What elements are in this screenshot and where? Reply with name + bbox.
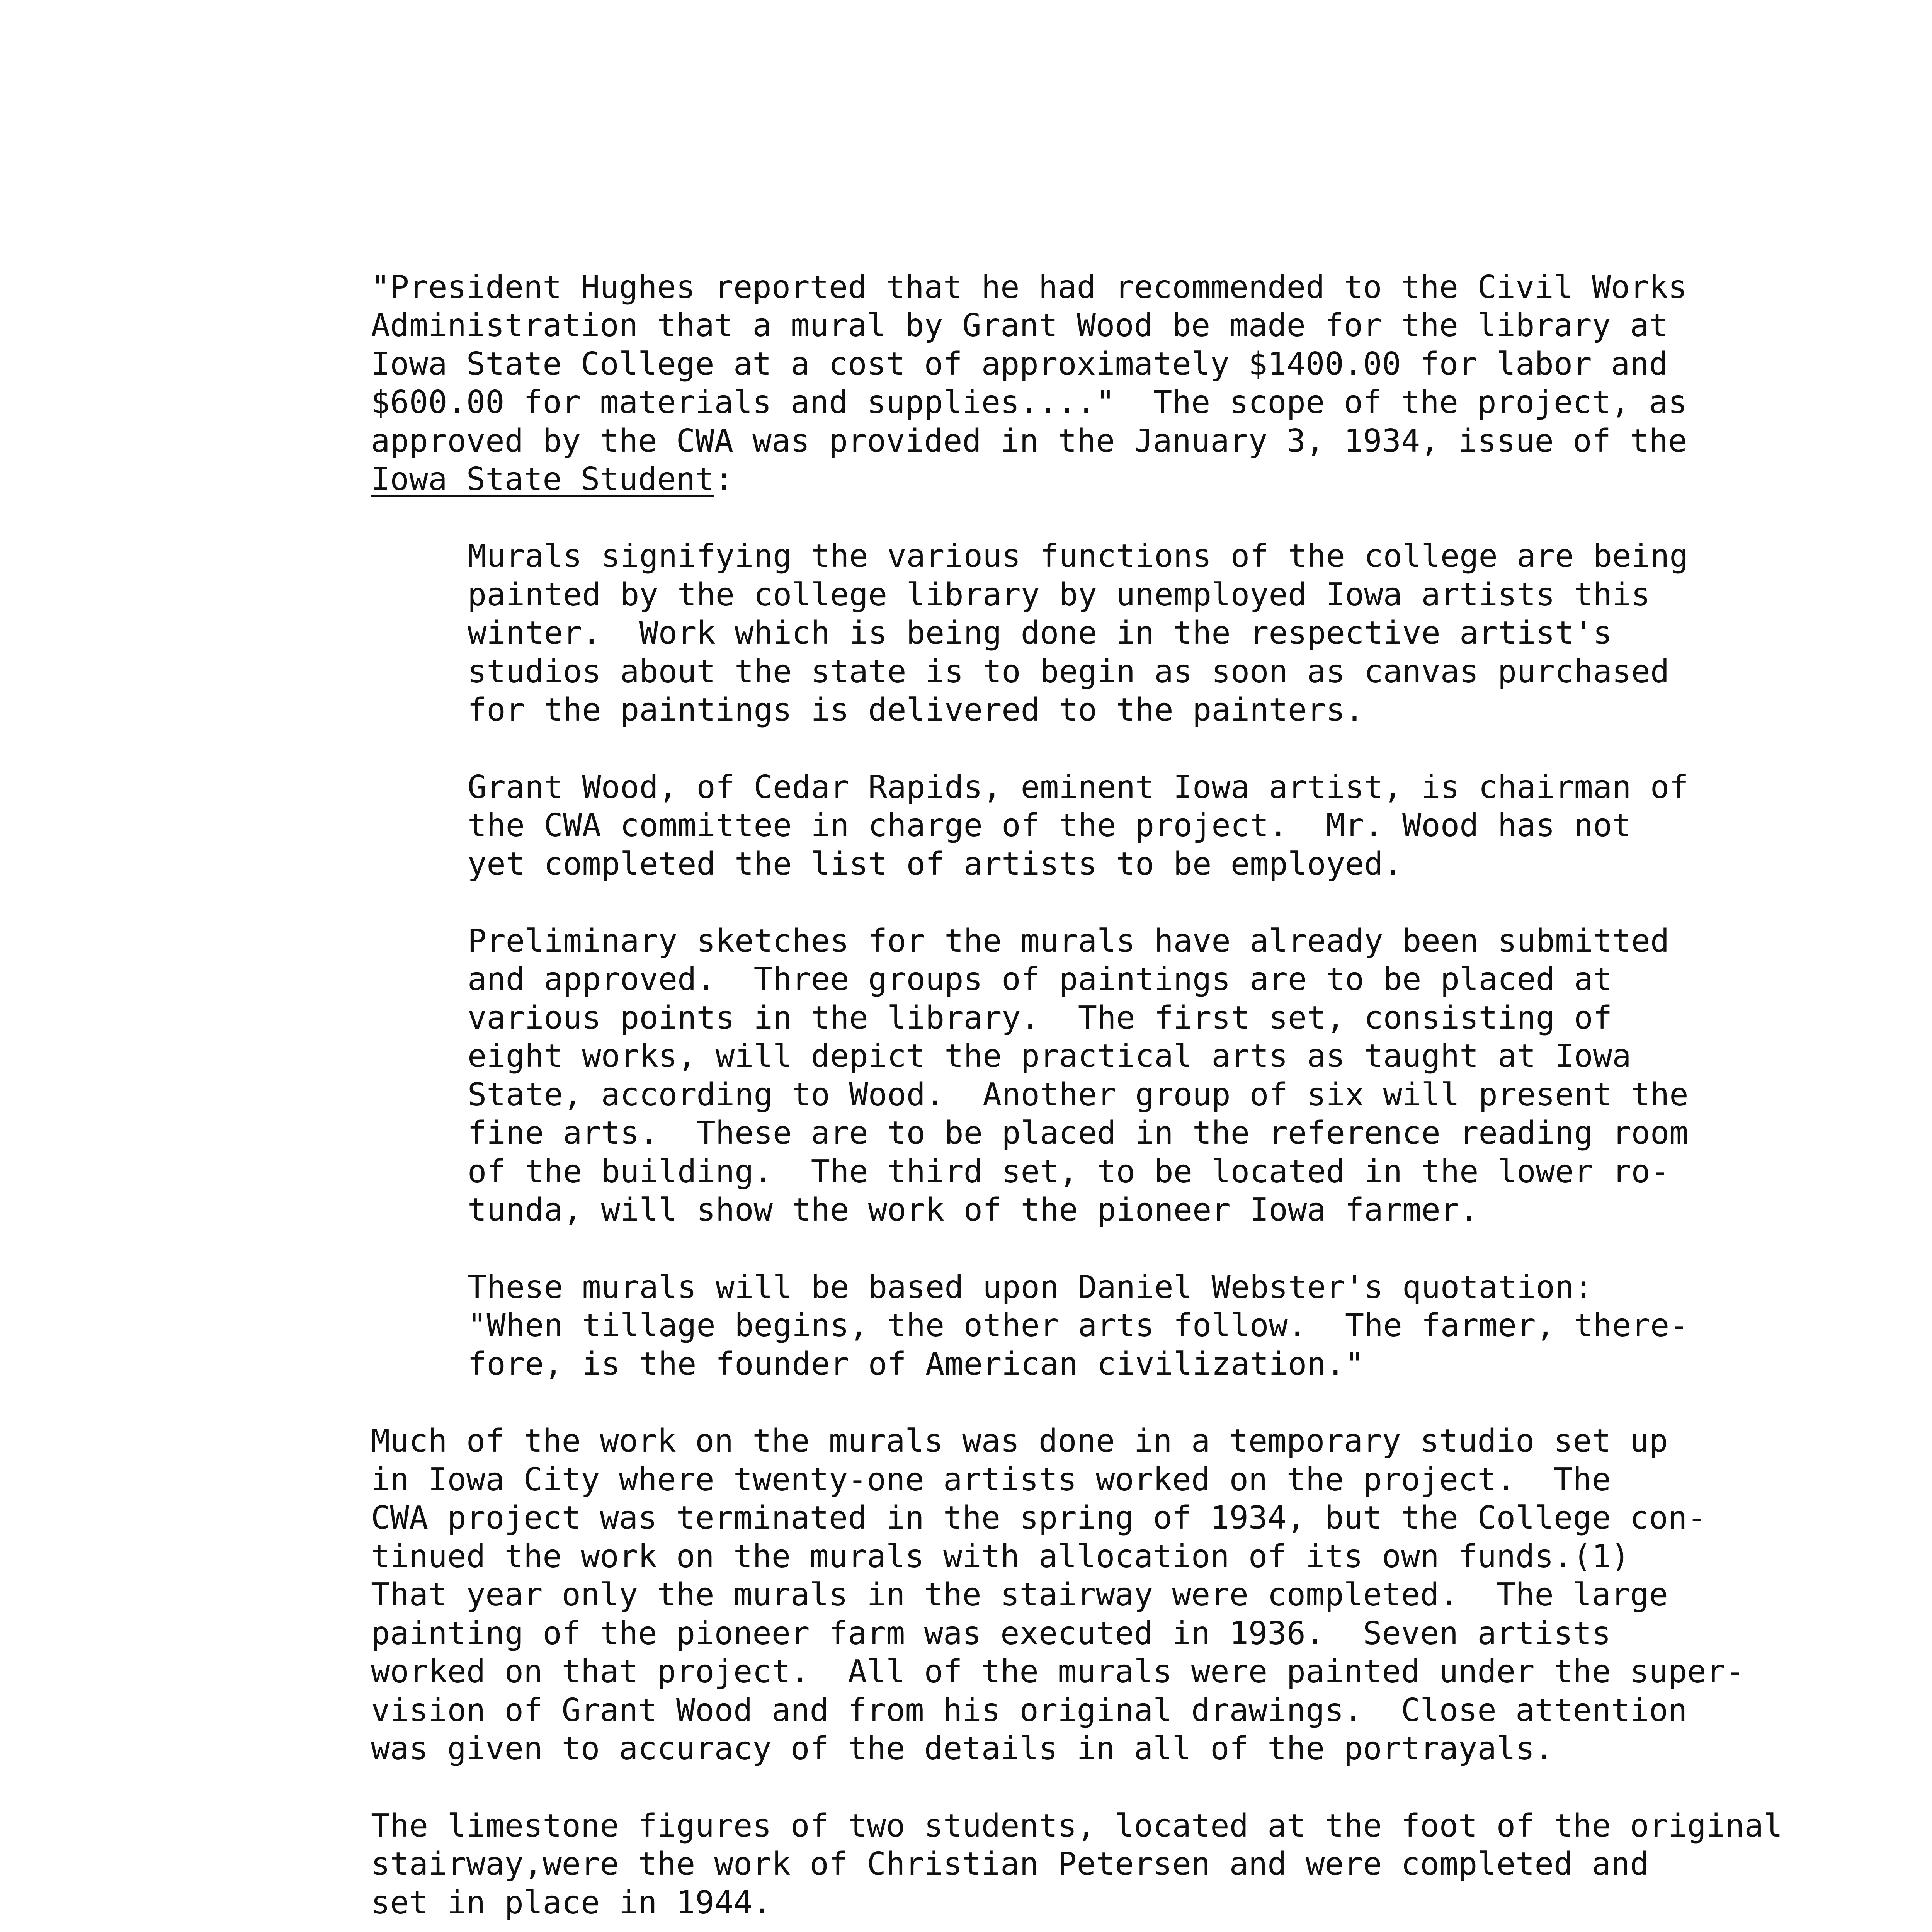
text-line: fore, is the founder of American civilization." [468,1346,1364,1383]
text-line: painting of the pioneer farm was executed in 1936. Seven artists [371,1615,1611,1652]
text-line: Murals signifying the various functions of the college are being [468,538,1689,575]
text-line: $600.00 for materials and supplies...." The scope of the project, as [371,384,1687,421]
text-line: Preliminary sketches for the murals have already been submitted [468,923,1670,959]
text-line: Grant Wood, of Cedar Rapids, eminent Iowa artist, is chairman of [468,769,1689,806]
text-line: yet completed the list of artists to be employed. [468,846,1403,883]
text-line: approved by the CWA was provided in the January 3, 1934, issue of the [371,423,1687,459]
text-line: for the paintings is delivered to the painters. [468,692,1364,728]
text-line: State, according to Wood. Another group of six will present the [468,1077,1689,1113]
text-line: vision of Grant Wood and from his original drawings. Close attention [371,1692,1687,1729]
text-line: Administration that a mural by Grant Wood be made for the library at [371,307,1668,344]
text-line: various points in the library. The first set, consisting of [468,1000,1612,1036]
text-line: "President Hughes reported that he had recommended to the Civil Works [371,269,1687,306]
text-line: was given to accuracy of the details in all of the portrayals. [371,1730,1554,1767]
text-line: These murals will be based upon Daniel Webster's quotation: [468,1269,1593,1306]
publication-title: Iowa State Student [371,461,714,498]
text-line: That year only the murals in the stairway were completed. The large [371,1577,1668,1613]
text-line: The limestone figures of two students, located at the foot of the original [371,1808,1783,1844]
title-suffix: : [714,461,734,498]
text-line-with-title [371,460,733,499]
text-line: winter. Work which is being done in the respective artist's [468,615,1612,651]
text-line: fine arts. These are to be placed in the reference reading room [468,1115,1689,1151]
text-line: Much of the work on the murals was done in a temporary studio set up [371,1423,1668,1459]
text-line: tinued the work on the murals with allocation of its own funds.(1) [371,1538,1630,1575]
text-line: tunda, will show the work of the pioneer Iowa farmer. [468,1192,1479,1228]
text-line: and approved. Three groups of paintings are to be placed at [468,961,1612,998]
text-line: of the building. The third set, to be located in the lower ro- [468,1153,1670,1190]
text-line: studios about the state is to begin as soon as canvas purchased [468,653,1670,690]
text-line: worked on that project. All of the murals were painted under the super- [371,1653,1745,1690]
text-line: stairway,were the work of Christian Petersen and were completed and [371,1846,1649,1883]
text-line: CWA project was terminated in the spring of 1934, but the College con- [371,1500,1706,1536]
text-line: in Iowa City where twenty-one artists worked on the project. The [371,1461,1611,1498]
text-line: painted by the college library by unemployed Iowa artists this [468,577,1650,613]
text-line: Iowa State College at a cost of approximately $1400.00 for labor and [371,346,1668,383]
text-line: set in place in 1944. [371,1884,772,1921]
text-line: the CWA committee in charge of the project. Mr. Wood has not [468,807,1631,844]
text-line: "When tillage begins, the other arts follow. The farmer, there- [468,1307,1689,1344]
text-line: eight works, will depict the practical arts as taught at Iowa [468,1038,1631,1075]
